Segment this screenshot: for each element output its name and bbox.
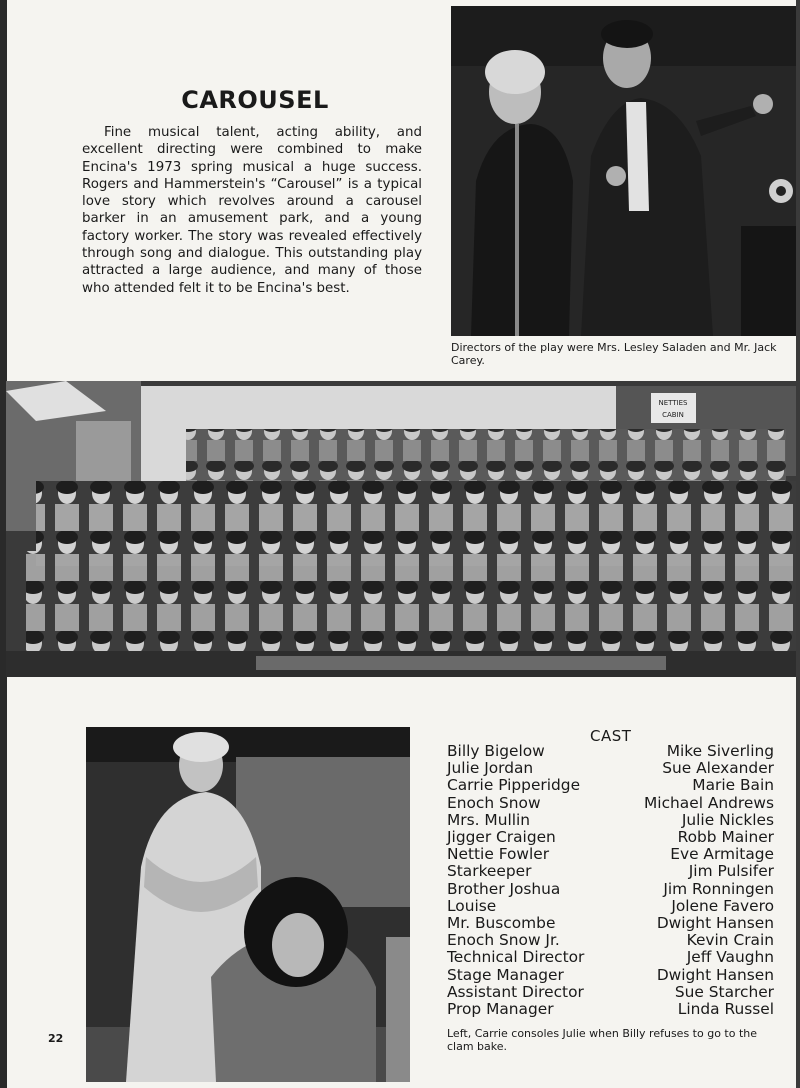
- cast-role: Mrs. Mullin: [447, 810, 531, 829]
- cast-role: Billy Bigelow: [447, 742, 545, 760]
- cast-actor: Sue Alexander: [662, 759, 774, 778]
- cast-row: [447, 984, 774, 1001]
- cast-row: [447, 898, 774, 915]
- carrie-julie-caption: Left, Carrie consoles Julie when Billy refuses to go to the clam bake.: [447, 1027, 758, 1053]
- cast-role: Jigger Craigen: [447, 828, 556, 847]
- cast-row: [447, 881, 774, 898]
- article-title: CAROUSEL: [181, 86, 329, 114]
- cast-group-photo: [6, 381, 796, 677]
- cast-row: [447, 863, 774, 880]
- cast-actor: Michael Andrews: [644, 793, 774, 812]
- cast-actor: Jeff Vaughn: [686, 948, 774, 967]
- directors-caption: Directors of the play were Mrs. Lesley Saladen and Mr. Jack Carey.: [451, 341, 777, 367]
- cast-row: [447, 846, 774, 863]
- article-body: Fine musical talent, acting ability, and excellent directing were combined to make Encina's 1973 spring musical a huge success. Rogers and Hammerstein's “Carousel” is a typical love story which revolves around a carousel barker in an amusement park, and a young factory worker. The story was revealed effectively through song and dialogue. This outstanding play attracted a large audience, and many of those who attended felt it to be Encina's best.: [82, 125, 422, 296]
- cast-row: [447, 967, 774, 984]
- cabin-sign-line-2: CABIN: [662, 411, 684, 419]
- cast-actor: Dwight Hansen: [656, 914, 774, 933]
- cast-actor: Kevin Crain: [686, 931, 774, 950]
- cast-row: [447, 915, 774, 932]
- cast-actor: Eve Armitage: [670, 845, 774, 864]
- cast-actor: Jim Ronningen: [663, 879, 774, 898]
- cast-actor: Sue Starcher: [674, 982, 774, 1001]
- cast-role: Assistant Director: [447, 982, 584, 1001]
- cast-actor: Linda Russel: [677, 1000, 774, 1019]
- cast-role: Stage Manager: [447, 965, 564, 984]
- cast-actor: Robb Mainer: [677, 828, 774, 847]
- cast-role: Brother Joshua: [447, 879, 561, 898]
- cast-row: [447, 829, 774, 846]
- cast-actor: Marie Bain: [692, 776, 774, 795]
- cast-list: [447, 743, 774, 1018]
- cast-role: Technical Director: [447, 948, 585, 967]
- cast-actor: Dwight Hansen: [656, 965, 774, 984]
- cast-role: Enoch Snow Jr.: [447, 931, 560, 950]
- cast-row: [447, 795, 774, 812]
- cast-actor: Jim Pulsifer: [688, 862, 774, 881]
- cast-role: Prop Manager: [447, 1000, 554, 1019]
- directors-photo: [451, 6, 796, 336]
- cast-role: Julie Jordan: [447, 759, 534, 778]
- page-number: 22: [48, 1032, 64, 1045]
- carrie-julie-photo: [86, 727, 410, 1082]
- page-right-edge: [796, 0, 800, 1088]
- cast-row: [447, 1001, 774, 1018]
- cast-row: [447, 760, 774, 777]
- cast-actor: Julie Nickles: [681, 810, 774, 829]
- cast-row: [447, 743, 774, 760]
- cast-actor: Mike Siverling: [666, 742, 774, 760]
- cast-row: [447, 949, 774, 966]
- cast-role: Mr. Buscombe: [447, 914, 556, 933]
- cast-row: [447, 777, 774, 794]
- cast-role: Nettie Fowler: [447, 845, 550, 864]
- cast-heading: CAST: [590, 727, 632, 745]
- cast-role: Louise: [447, 896, 497, 915]
- cast-row: [447, 932, 774, 949]
- cast-role: Starkeeper: [447, 862, 532, 881]
- cast-row: [447, 812, 774, 829]
- cast-role: Carrie Pipperidge: [447, 776, 581, 795]
- cast-actor: Jolene Favero: [671, 896, 774, 915]
- cast-role: Enoch Snow: [447, 793, 541, 812]
- cabin-sign-line-1: NETTIES: [658, 399, 688, 407]
